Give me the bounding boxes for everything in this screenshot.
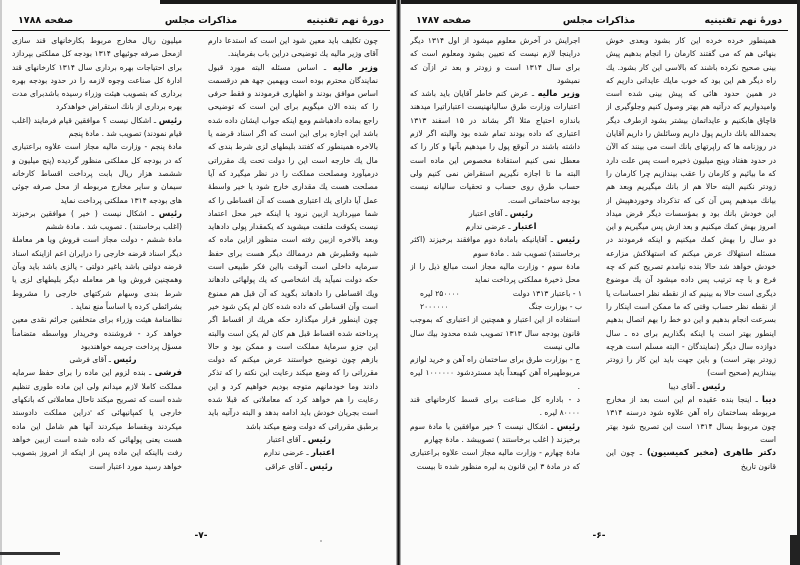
body-paragraph: چون تکلیف باید معین شود این است که استدعا دارم آقای وزیر مالیه یك توضیحی دراین باب بفرمایند. [208,36,378,59]
body-paragraph: مادهٔ پنجم - وزارت مالیه مجاز است علاوه براعتباری که در بودجه کل مملکتی منظور گردیده (پنج میلیون و ششصد هزار ریال بابت پرداخت اقساط کارخانه سیمان و سایر مخارج مربوطه از محل صرفه جوئی های بودجه ۱۳۱۴ مملکتی پرداخت نماید [12,142,182,205]
left-page [12,0,390,565]
header-title: مذاکرات مجلس [562,14,636,26]
speech-paragraph: دیبا ـ اینجا بنده عقیده ام این است بعد از مخارج مربوطه بساختمان راه آهن علاوه شود درسنه ۱۳۱۴ چون مربوط بسال ۱۳۱۴ است این تصریح شود بهتر است [606,394,776,444]
line-item-value: ۲۵۰۰۰۰ لیره [420,288,460,298]
speaker-name: رئیس [556,420,580,431]
speech-paragraph: وزیر مالیه ـ عرض کنم خاطر آقایان باید باشد که اعتبارات وزارت طرق سالیانهنیست اعتباراتیرا میدهند باندازه احتیاج مثلا اگر بشاند در ۱۵ اسفند ۱۳۱۳ اعتباری که داده بودند تمام شده بود والبته اگر لازم داشته باشند در آنوقع پول را میدهیم بآنها و کار را که معطل نمی کنیم استفادهٔ مخصوص این ماده است البته ما تا اجازه نگیریم استقراض نمی کنیم ولی حساب طرق روی حساب و تحقیات سالیانه نیست بودجه ساختمانی است. [410,88,580,205]
speaker-name: رئیس [158,114,182,125]
header-term: دورهٔ نهم تقنینیه [704,14,782,26]
speaker-name: فرشی [154,367,182,378]
line-item-label: ب - بوزارت جنگ [528,301,582,311]
budget-line-item [410,300,592,313]
body-paragraph: استفاده از این اعتبار و همچنین از اعتباری که بموجب قانون بودجه سال ۱۳۱۳ تصویب شده محدود بیك سال مالی نیست [410,315,580,351]
speaker-name: وزیر مالیه [332,61,378,72]
line-item-value: ۲۰۰۰۰۰۰ [420,301,449,311]
speech-text: آقای اعتبار [469,208,503,218]
speech-paragraph: رئیس ـ آقای اعتبار [267,433,331,444]
body-paragraph: د - باداره کل صناعت برای قسط کارخانهای قند ۸۰۰۰۰ لیره . [410,395,580,418]
speech-text: عرضی ندارم [263,448,305,458]
header-page-number: صفحه ۱۷۸۷ [416,14,472,26]
speech-text: آقایانیکه بامادهٔ دوم موافقند برخیزند (اکثر برخاستند) تصویب شد . مادهٔ سوم [410,235,580,258]
speech-paragraph: اعتبار ـ عرضی ندارم [465,221,537,232]
speaker-name: رئیس [556,234,580,245]
speech-paragraph: رئیس ـ آقای فرشی [69,354,137,365]
body-paragraph: میلیون ریال مخارج مربوط بکارخانهای قند سازی ازمحل صرفه جوئیهای ۱۳۱۴ بودجه کل مملکتی بپردازد برای احتیاجات بهره برداری سال ۱۳۱۴ کارخانهای قند ادارهٔ کل صناعت وجوه لازمه را در حدود بودجه بهره برداری که بتصویب هیئت وزراء رسیده باشدبرای مدت بهره برداری از بانك استقراض خواهدکرد [12,36,182,112]
folio: -۷- [194,531,208,541]
speaker-name: رئیس [702,380,726,391]
speech-paragraph: رئیس ـ آقای اعتبار [469,207,533,218]
speaker-name: رئیس [113,354,137,365]
speech-paragraph: رئیس ـ اشکال نیست ( خیر ) موافقین برخیزند (اغلب برخاستند) . تصویب شد . مادهٔ ششم [12,207,182,232]
book-gutter [396,0,401,565]
text-columns [410,34,788,525]
speaker-name: دکتر طاهری (مخبر کمیسیون) [646,447,776,458]
speech-paragraph: دکتر طاهری (مخبر کمیسیون) ـ چون این قانون تاریخ [606,447,776,471]
body-paragraph: اجرایش در آخرش معلوم میشود از اول ۱۳۱۴ دیگر دراینجا لازم نیست که تعیین بشود ومعلوم است که برای سال ۱۳۱۴ است و زودتر و بعد تر ازآن که نمیشود [410,36,580,85]
header-page-number: صفحه ۱۷۸۸ [18,14,74,26]
speech-text: اشکال نیست ؟ خیر موافقین با مادهٔ سوم برخیزند ( اغلب برخاستند ) تصویبشد . مادهٔ چهارم [410,421,580,444]
speech-text: عرضی ندارم [465,222,507,232]
speech-text: عرض کنم خاطر آقایان باید باشد که اعتبارات وزارت طرق سالیانهنیست اعتباراتیرا میدهند باندازه احتیاج مثلا اگر بشاند در ۱۵ اسفند ۱۳۱۳ اعتباری که داده بودند تمام شده بود والبته اگر لازم داشته باشند در آنوقع پول را میدهیم بآنها و کار را که معطل نمی کنیم استفادهٔ مخصوص این ماده است البته ما تا اجازه نگیریم استقراض نمی کنیم ولی حساب طرق روی حساب و تحقیات سالیانه نیست بودجه ساختمانی است. [410,89,580,205]
speaker-name: وزیر مالیه [537,88,580,99]
column-left [410,34,592,525]
right-page [410,0,788,565]
speech-paragraph: فرشی ـ بنده لزوم این ماده را برای حفظ سرمایه مملکت کاملا لازم میدانم ولی این ماده طوری تنظیم شده است که تصریح میکند تاحال معاملاتی که بانکهای خارجی یا کمپانیهائی که دراین مملکت دادوستد میکردند وبقساط میکردند آنها هم شامل این ماده هست یعنی پولهائی که داده شده است ازبین خواهد رفت بااینکه این ماده پس از اینکه از امروز بتصویب خواهد رسید مورد اعتبار است [12,367,182,471]
speaker-name: رئیس [307,433,331,444]
speech-text: آقای اعتبار [267,434,301,444]
speaker-name: دیبا [761,394,776,405]
speech-paragraph: وزیر مالیه ـ اساس مسئله البته مورد قبول نمایندگان محترم بوده است وبهمین جهة هم درقسمت اساس موافق بودند و اظهاری فرمودند و فقط حرفی را که بنده الان میگویم برای این است که توضیحی راجع بماده دادهباشم ومع اینکه جواب ایشان داده شده باشد این اجازه برای این است که اگر اسناد قرضه یا بالاخره همینطور که کفتند بلیطهای لزی شرط بندی که مال یك خارجه است این را دولت تحت یك مقرراتی درمیآورد ومصلحت مملکت را در نظر میگیرد که آیا مصلحت هست یك مقداری خارج شود یا خیر واسطهٔ عمل آیا دارای یك اعتباری هست که آن اقساطی را که شما میپردازید ازبین نرود یا اینکه خیر محل اعتماد نیست یکوقت ملتفت میشوید که یکمقدار پولی دادهاید وبعد بالاخره ازبین رفته است منظور ازاین ماده که شبیه وقطیرش هم درممالك دیگر هست برای حفظ سرمایه داخلی است آنوقت بااین فکر طبیعی است حکه دولت نمیآید یك اشخاصی که یك پولهائی دادهاند ویك اقساطی را دادهاند بگوید که آن قبل هم ممنوع است وآن اقساطی که داده شده کان لم یکن شود خیر چون اینطور قرار میگذارد حکه هریك از اقساط اگر پرداخته شده اقساط قبل هم کان لم یکن است والبته این جزو سرمایهٔ مملکت است و ممکن بود و حالا بازهم چون توضیح خواستند عرض میکنم که دولت مقرراتی را که وضع میکند رعایت این نکته را که تذکر دادند وما خودمانهم متوجه بودیم خواهیم کرد و این رعایت را هم خواهد کرد که معاملاتی که قبلا شده است بجریان خودش باید ادامه بدهد و البته درآتیه باید برطبق مقرراتی که دولت وضع میکند باشد [208,61,378,431]
speech-paragraph: رئیس ـ اشکال نیست ؟ موافقین قیام فرمایند (اغلب قیام نمودند) تصویب شد . مادهٔ پنجم [12,114,182,139]
speech-paragraph: رئیس ـ اشکال نیست ؟ خیر موافقین با مادهٔ سوم برخیزند ( اغلب برخاستند ) تصویبشد . مادهٔ چهارم [410,420,580,444]
running-head [12,12,390,31]
speech-text: اشکال نیست ( خیر ) موافقین برخیزند (اغلب برخاستند) . تصویب شد . مادهٔ ششم [12,208,182,232]
speech-paragraph: اعتبار ـ عرضی ندارم [263,447,335,458]
speaker-name: رئیس [309,460,333,471]
speech-text: اشکال نیست ؟ موافقین قیام فرمایند (اغلب قیام نمودند) تصویب شد . مادهٔ پنجم [12,115,182,139]
column-right [208,34,390,525]
speech-paragraph: رئیس ـ آقایانیکه بامادهٔ دوم موافقند برخیزند (اکثر برخاستند) تصویب شد . مادهٔ سوم [410,234,580,258]
column-left [12,34,194,525]
speech-text: آقای دیبا [668,381,696,391]
speech-text: چون این قانون تاریخ [606,448,776,471]
speaker-name: اعتبار [513,221,537,232]
text-columns [12,34,390,525]
column-right [606,34,788,525]
speech-text: اساس مسئله البته مورد قبول نمایندگان محترم بوده است وبهمین جهة هم درقسمت اساس موافق بودند و اظهاری فرمودند و فقط حرفی را که بنده الان میگویم برای این است که توضیحی راجع بماده دادهباشم ومع اینکه جواب ایشان داده شده باشد این اجازه برای این است که اگر اسناد قرضه یا بالاخره همینطور که کفتند بلیطهای لزی شرط بندی که مال یك خارجه است این را دولت تحت یك مقرراتی درمیآورد ومصلحت مملکت را در نظر میگیرد که آیا مصلحت هست یك مقداری خارج شود یا خیر واسطهٔ عمل آیا دارای یك اعتباری هست که آن اقساطی را که شما میپردازید ازبین نرود یا اینکه خیر محل اعتماد نیست یکوقت ملتفت میشوید که یکمقدار پولی دادهاید وبعد بالاخره ازبین رفته است منظور ازاین ماده که شبیه وقطیرش هم درممالك دیگر هست برای حفظ سرمایه داخلی است آنوقت بااین فکر طبیعی است حکه دولت نمیآید یك اشخاصی که یك پولهائی دادهاند ویك اقساطی را دادهاند بگوید که آن قبل هم ممنوع است وآن اقساطی که داده شده کان لم یکن شود خیر چون اینطور قرار میگذارد حکه هریك از اقساط اگر پرداخته شده اقساط قبل هم کان لم یکن است والبته این جزو سرمایهٔ مملکت است و ممکن بود و حالا بازهم چون توضیح خواستند عرض میکنم که دولت مقرراتی را که وضع میکند رعایت این نکته را که تذکر دادند وما خودمانهم متوجه بودیم خواهیم کرد و این رعایت را هم خواهد کرد که معاملاتی که قبلا شده است بجریان خودش باید ادامه بدهد و البته درآتیه باید برطبق مقرراتی که دولت وضع میکند باشد [208,62,378,431]
body-paragraph: همینطور خرده خرده این کار بشود وبعدی خوش بنهائی هم که می گفتند کارمان را انجام بدهیم پیش بینی صحیح نکرده باشند که بالاسی این کار بشود. یك راه دیگر هم این بود که خوب مایك عایداتی داریم که در همین حدود هائی که پیش بینی شده است وامیدواریم که درآتیه هم بهتر وصول کنیم وجلوگیری از قاچاق هابکنیم و عایداتمان بیشتر بشود ازطرف دیگر بحمدالله بانك داریم پول داریم وسائلش را داریم آقایان در روزنامه ها که راپرتهای بانك است می بینند که الآن در حدود هفتاد وپنج میلیون ذخیره است پس علت دارد که ما بیائیم و کارمان را عقب بیندازیم چرا کارمان را زودتر نکنیم البته حالا هم از بانك میگیریم وبعد هم بیانك میدهیم پس آن کی که تذکرداد وخوردهپیش از این خودش بانك بود و بمؤسسات دیگر قرض میداد امروز بهش کمك میکنیم و بعد ازش پس میگیریم و این دو سال را بهش کمك میکنیم و اینکه فرمودند در مسئله استهلاك عرض میکنم که استهلاكش مزارعه خودش خواهد شد حالا بنده نیامدم تصریح کنم که چه فرع و با چه ترتیب پس داده میشود آن یك موضوع دیگری است حالا به بینیم که از نقطه نظر احساسات یا از نقطه نظر حساب وقتی که ما ممکن است اینکار را بسرعت انجام بدهیم و این دو خط را بهم اتصال بدهیم اینطور بهتر است یا اینکه بگذاریم برای ده ـ سال دوازده سال دیگر (نمایندگان - البته مسلم است هرچه زودتر بهتر است) و باین جهت باید این کار را زودتر بیندازیم (صحیح است) [606,36,776,378]
body-paragraph: مادهٔ چهارم - وزارت مالیه مجاز است علاوه براعتباری که در مادهٔ ۳ این قانون به لیره منظور شده تا بیست [410,448,580,471]
header-title: مذاکرات مجلس [164,14,238,26]
body-paragraph: مادهٔ ششم - دولت مجاز است فروش ویا هر معاملهٔ دیگر اسناد قرضه خارجی را درایران اعم ازاینکه اسناد قرضه دولتی باشد یاغیر دولتی - یالزی باشد باید وبآن وهمچنین فروش ویا هر معامله دیگر بلیطهای لزی یا شرط بندی وسهام شرکتهای خارجی را مشروط بشرائطی کرده یا اساساً منع نماید . [12,235,182,311]
folio: -۶- [592,531,606,541]
speech-paragraph: رئیس ـ آقای عراقی [265,460,333,471]
speech-text: آقای عراقی [265,461,303,471]
speech-text: آقای فرشی [69,355,107,365]
body-paragraph: ج - بوزارت طرق برای ساختمان راه آهن و خرید لوازم مربوطهبراه آهن کهبعداً باید مستردشود ۱۰۰۰۰۰۰ لیره . [410,355,581,391]
body-paragraph: نظامنامهٔ هیئت وزراء برای متخلفین جرائم نقدی معین خواهد کرد - فروشنده وخریدار وواسطه متضامناً مسؤل پرداخت جریمه خواهندبود [12,315,182,351]
header-term: دورهٔ نهم تقنینیه [306,14,384,26]
scan-bottom-shadow [790,535,800,565]
speaker-name: رئیس [158,207,182,218]
speaker-name: رئیس [509,207,533,218]
speech-text: اینجا بنده عقیده ام این است بعد از مخارج مربوطه بساختمان راه آهن علاوه شود درسنه ۱۳۱۴ چون مربوط بسال ۱۳۱۴ است این تصریح شود بهتر است [606,395,776,444]
body-paragraph: مادهٔ سوم - وزارت مالیه مجاز است مبالغ ذیل را از محل ذخیرهٔ مملکتی پرداخت نماید [410,262,580,285]
speech-paragraph: رئیس ـ آقای دیبا [668,380,726,391]
speaker-name: اعتبار [311,447,335,458]
running-head [410,12,788,31]
scan-left-edge [0,0,2,565]
speech-text: بنده لزوم این ماده را برای حفظ سرمایه مملکت کاملا لازم میدانم ولی این ماده طوری تنظیم شده است که تصریح میکند تاحال معاملاتی که بانکهای خارجی یا کمپانیهائی که دراین مملکت دادوستد میکردند وبقساط میکردند آنها هم شامل این ماده هست یعنی پولهائی که داده شده است ازبین خواهد رفت بااینکه این ماده پس از اینکه از امروز بتصویب خواهد رسید مورد اعتبار است [12,368,182,471]
line-item-label: ۱ - باعتبار ۱۳۱۳ دولت [512,288,582,298]
budget-line-item [410,287,592,300]
